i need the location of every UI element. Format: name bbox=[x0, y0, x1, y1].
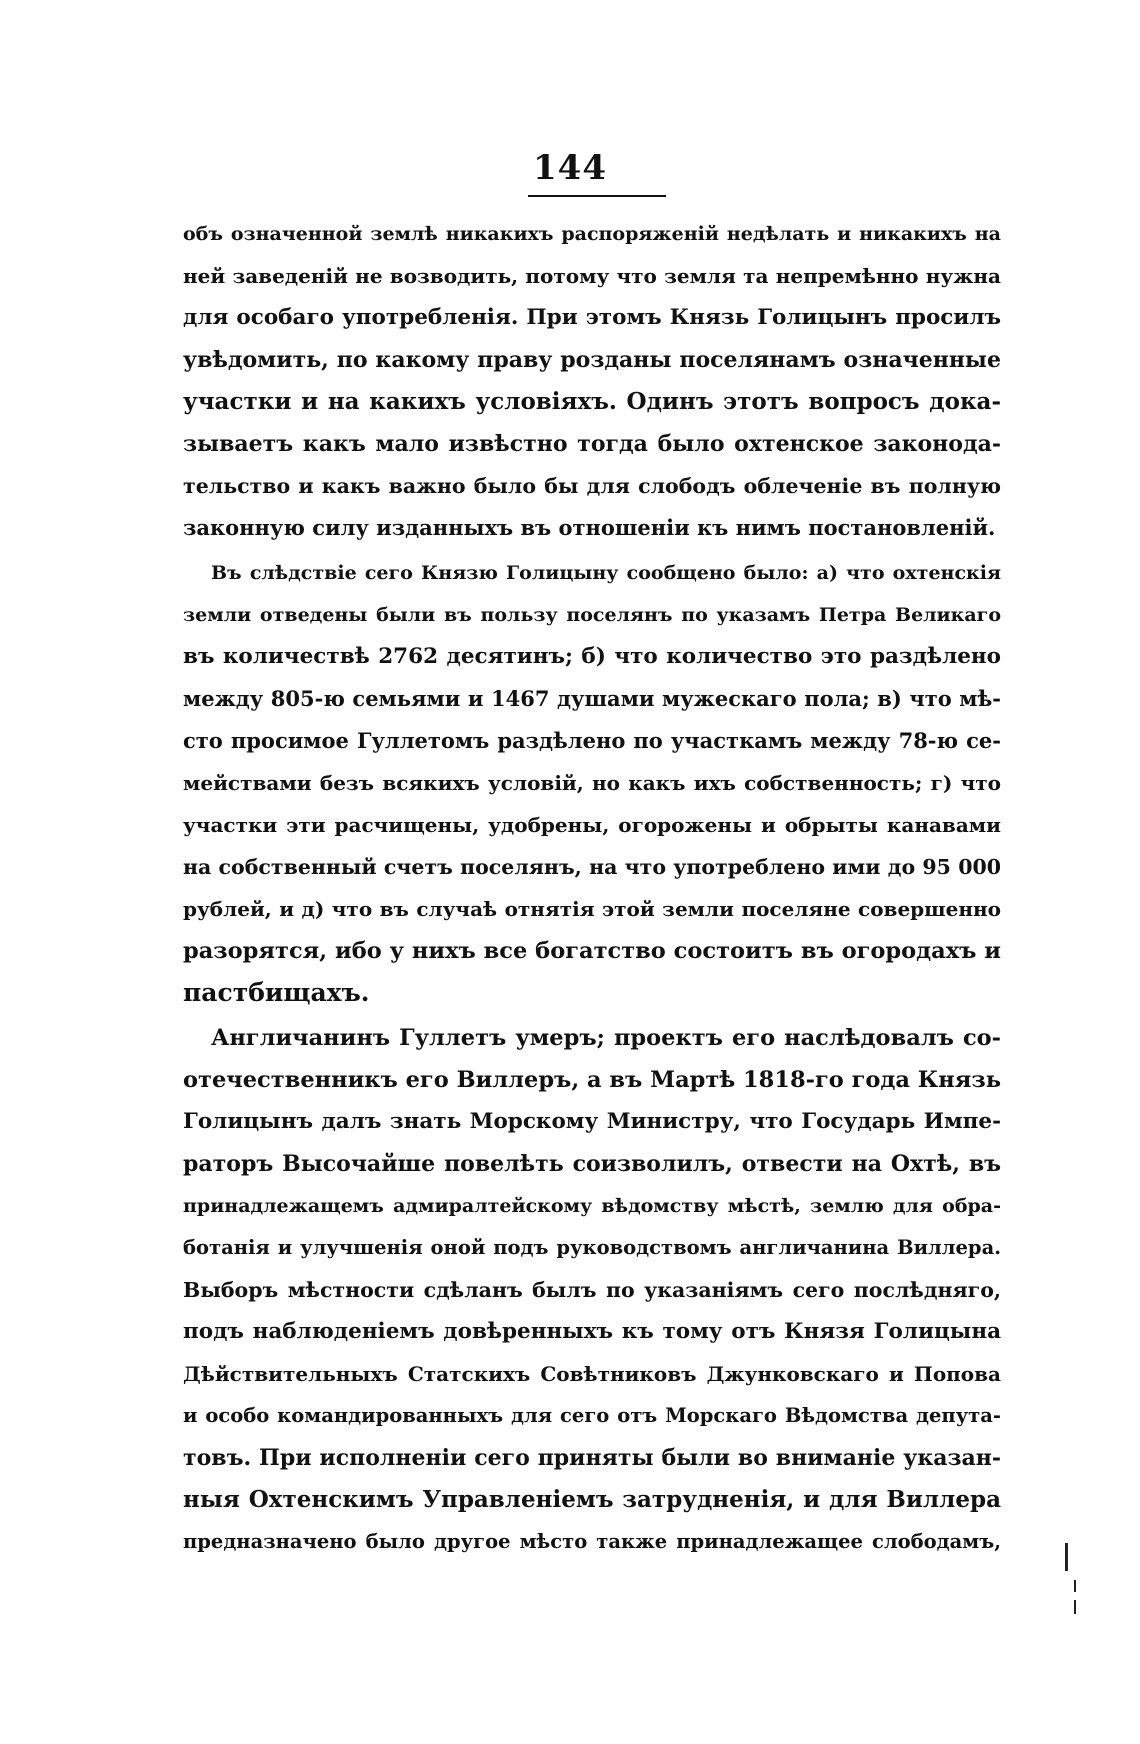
text-line: для особаго употребленія. При этомъ Князь Голицынъ просилъ bbox=[183, 305, 1001, 330]
text-line: ботанія и улучшенія оной подъ руководствомъ англичанина Виллера. bbox=[183, 1236, 1001, 1259]
text-line: отечественникъ его Виллеръ, а въ Мартѣ 1818-го года Князь bbox=[183, 1067, 1001, 1093]
text-line: законную силу изданныхъ въ отношеніи къ нимъ постановленій. bbox=[183, 515, 996, 540]
text-line: на собственный счетъ поселянъ, на что употреблено ими до 95 000 bbox=[183, 855, 1001, 879]
text-line: Дѣйствительныхъ Статскихъ Совѣтниковъ Джунковскаго и Попова bbox=[183, 1362, 1001, 1386]
scan-artifact-mark bbox=[1074, 1600, 1076, 1614]
text-line: Въ слѣдствіе сего Князю Голицыну сообщено было: а) что охтенскія bbox=[211, 562, 1001, 584]
text-line: зываетъ какъ мало извѣстно тогда было охтенское законода- bbox=[183, 431, 1001, 457]
text-line: пастбищахъ. bbox=[183, 978, 370, 1007]
text-line: Англичанинъ Гуллетъ умеръ; проектъ его наслѣдовалъ со- bbox=[211, 1025, 1001, 1051]
text-line: Голицынъ далъ знать Морскому Министру, что Государь Импе- bbox=[183, 1109, 1001, 1134]
text-line: подъ наблюденіемъ довѣренныхъ къ тому отъ Князя Голицына bbox=[183, 1319, 1001, 1344]
text-line: земли отведены были въ пользу поселянъ по указамъ Петра Великаго bbox=[183, 604, 1001, 626]
text-line: объ означенной землѣ никакихъ распоряженій недѣлать и никакихъ на bbox=[183, 223, 1001, 245]
page-number-rule bbox=[528, 195, 666, 197]
text-line: товъ. При исполненіи сего приняты были во вниманіе указан- bbox=[183, 1445, 1001, 1471]
scan-artifact-mark bbox=[1065, 1543, 1068, 1571]
text-line: участки и на какихъ условіяхъ. Одинъ этотъ вопросъ дока- bbox=[183, 388, 1001, 415]
text-line: ней заведеній не возводить, потому что земля та непремѣнно нужна bbox=[183, 264, 1001, 288]
text-line: тельство и какъ важно было бы для слободъ облеченіе въ полную bbox=[183, 474, 1001, 498]
text-line: рублей, и д) что въ случаѣ отнятія этой земли поселяне совершенно bbox=[183, 897, 1001, 921]
text-line: принадлежащемъ адмиралтейскому вѣдомству мѣстѣ, землю для обра- bbox=[183, 1195, 1001, 1217]
text-line: ныя Охтенскимъ Управленіемъ затрудненія, и для Виллера bbox=[183, 1486, 1001, 1513]
text-line: увѣдомить, по какому праву розданы поселянамъ означенные bbox=[183, 347, 1001, 373]
text-line: сто просимое Гуллетомъ раздѣлено по участкамъ между 78-ю се- bbox=[183, 728, 1001, 753]
text-line: предназначено было другое мѣсто также принадлежащее слободамъ, bbox=[183, 1530, 1001, 1553]
text-line: въ количествѣ 2762 десятинъ; б) что количество это раздѣлено bbox=[183, 644, 1001, 669]
text-line: Выборъ мѣстности сдѣланъ былъ по указаніямъ сего послѣдняго, bbox=[183, 1278, 1001, 1302]
text-line: раторъ Высочайше повелѣть соизволилъ, отвести на Охтѣ, въ bbox=[183, 1151, 1001, 1177]
page-number: 144 bbox=[533, 148, 607, 188]
text-line: разорятся, ибо у нихъ все богатство состоитъ въ огородахъ и bbox=[183, 938, 1001, 964]
scan-artifact-mark bbox=[1074, 1580, 1076, 1592]
text-line: и особо командированныхъ для сего отъ Морскаго Вѣдомства депута- bbox=[183, 1404, 1001, 1427]
text-line: между 805-ю семьями и 1467 душами мужескаго пола; в) что мѣ- bbox=[183, 686, 1001, 711]
text-line: участки эти расчищены, удобрены, огорожены и обрыты канавами bbox=[183, 813, 1001, 837]
text-line: мействами безъ всякихъ условій, но какъ ихъ собственность; г) что bbox=[183, 771, 1001, 795]
